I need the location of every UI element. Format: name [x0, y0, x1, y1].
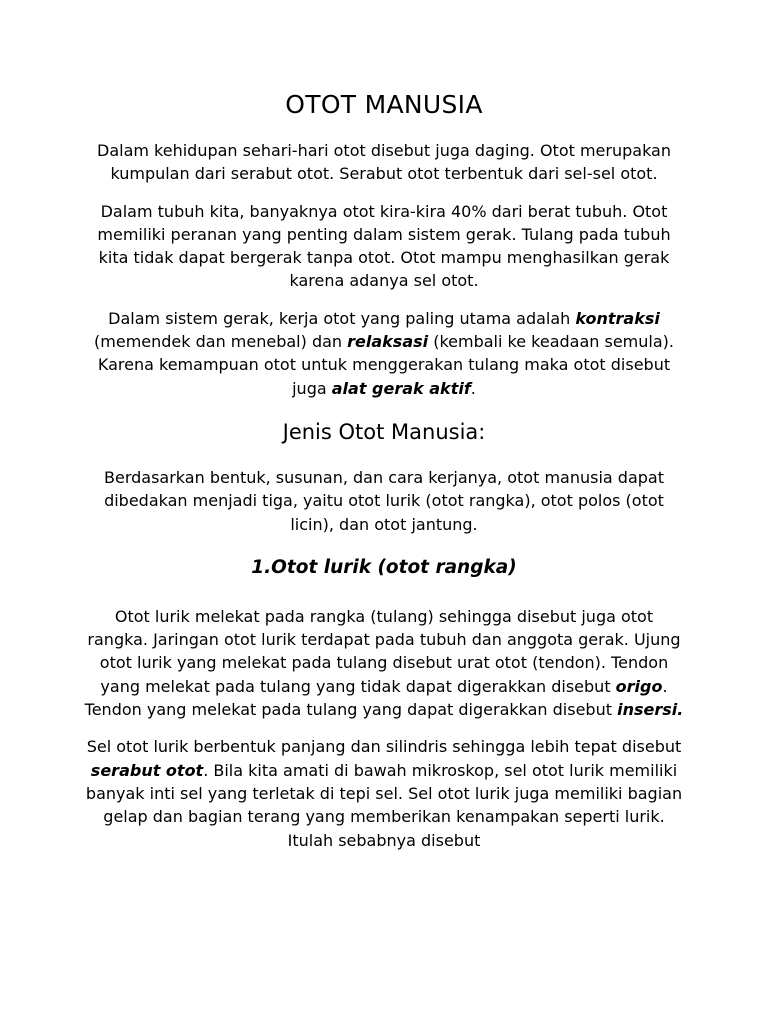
paragraph-text: Dalam sistem gerak, kerja otot yang paling utama adalah — [108, 308, 576, 328]
paragraph-muscle-percentage: Dalam tubuh kita, banyaknya otot kira-kira 40% dari berat tubuh. Otot memiliki peranan yang penting dalam sistem gerak. Tulang pada tubuh kita tidak dapat bergerak tanpa otot. Otot mampu menghasilkan gerak karena adanya sel otot. — [97, 201, 671, 291]
paragraph-text: (kembali ke keadaan semula). Karena kemampuan otot untuk menggerakan tulang maka otot disebut juga — [97, 332, 674, 398]
term-origo: origo — [615, 676, 663, 696]
paragraph-muscle-function — [84, 307, 684, 400]
term-alat-gerak-aktif: alat gerak aktif — [331, 378, 471, 398]
section-heading-muscle-types: Jenis Otot Manusia: — [282, 419, 486, 444]
term-kontraksi: kontraksi — [575, 308, 660, 328]
page-title: OTOT MANUSIA — [285, 90, 483, 119]
paragraph-text: (memendek dan menebal) dan — [94, 332, 348, 352]
paragraph-text: . — [470, 378, 476, 398]
paragraph-muscle-types: Berdasarkan bentuk, susunan, dan cara kerjanya, otot manusia dapat dibedakan menjadi tiga, yaitu otot lurik (otot rangka), otot polos (otot licin), dan otot jantung. — [104, 467, 664, 534]
paragraph-text: . — [677, 700, 684, 720]
paragraph-text: . Tendon yang melekat pada tulang yang dapat digerakkan disebut — [84, 676, 668, 720]
paragraph-skeletal-cells — [84, 735, 684, 851]
paragraph-text: Sel otot lurik berbentuk panjang dan silindris sehingga lebih tepat disebut — [86, 737, 682, 757]
term-insersi: insersi — [617, 700, 678, 720]
paragraph-text: Otot lurik melekat pada rangka (tulang) sehingga disebut juga otot rangka. Jaringan otot lurik terdapat pada tubuh dan anggota gerak. Ujung otot lurik yang melekat pada tulang disebut urat otot (tendon). Tendon yang melekat pada tulang yang tidak dapat digerakkan disebut — [87, 606, 681, 696]
term-relaksasi: relaksasi — [347, 332, 429, 352]
paragraph-intro: Dalam kehidupan sehari-hari otot disebut juga daging. Otot merupakan kumpulan dari serabut otot. Serabut otot terbentuk dari sel-sel otot. — [97, 141, 671, 184]
paragraph-text: . Bila kita amati di bawah mikroskop, sel otot lurik memiliki banyak inti sel yang terletak di tepi sel. Sel otot lurik juga memiliki bagian gelap dan bagian terang yang memberikan kenampakan seperti lurik. Itulah sebabnya disebut — [85, 760, 683, 850]
paragraph-skeletal-attachment — [84, 605, 684, 721]
subheading-skeletal-muscle: 1.Otot lurik (otot rangka) — [251, 556, 517, 578]
term-serabut-otot: serabut otot — [90, 760, 204, 780]
